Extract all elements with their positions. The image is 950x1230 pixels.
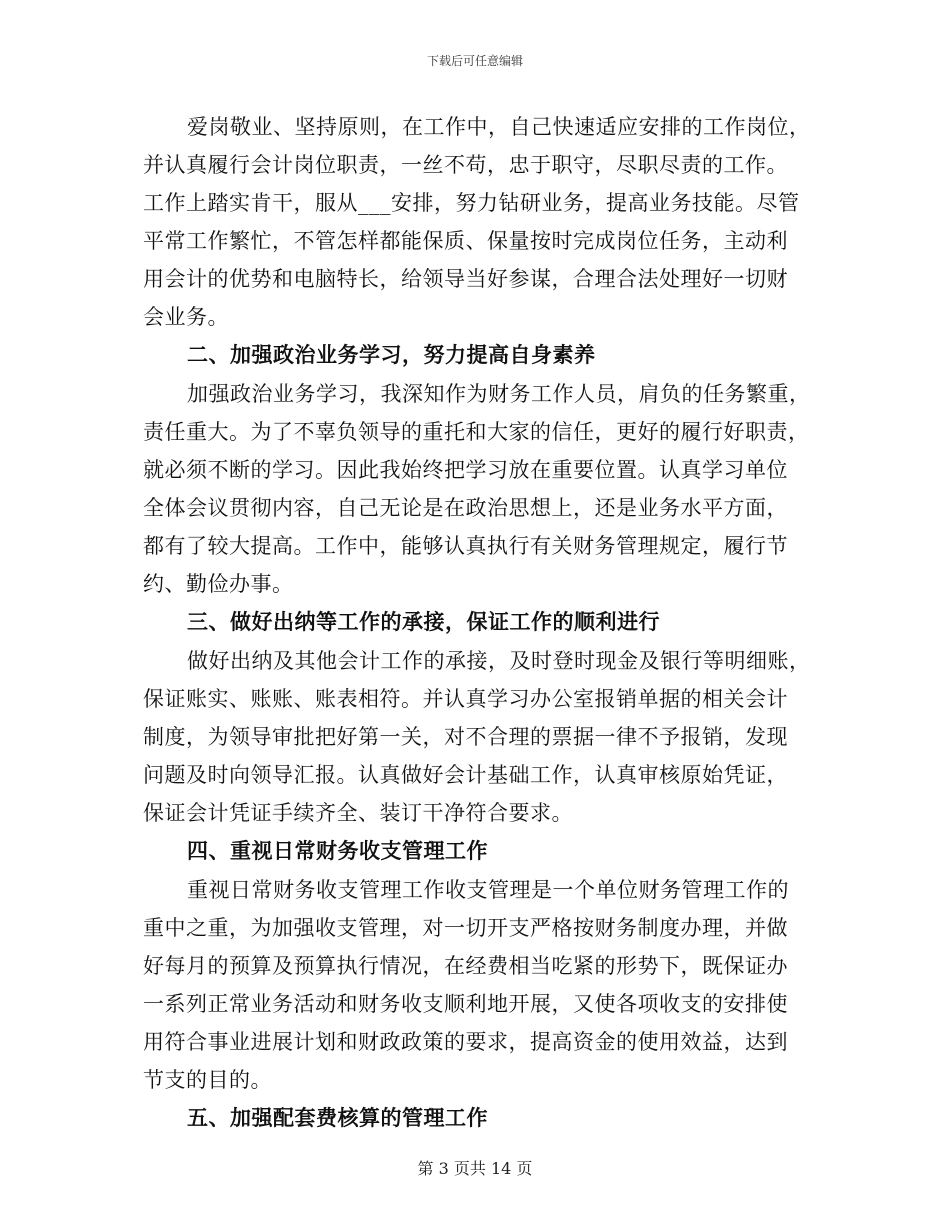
paragraph-line: 会业务。 (143, 305, 229, 329)
paragraph-line: 用符合事业进展计划和财政政策的要求，提高资金的使用效益，达到 (143, 1030, 788, 1054)
paragraph-line: 都有了较大提高。工作中，能够认真执行有关财务管理规定，履行节 (143, 534, 788, 558)
paragraph-line: 问题及时向领导汇报。认真做好会计基础工作，认真审核原始凭证， (143, 763, 788, 787)
paragraph-line: 做好出纳及其他会计工作的承接，及时登时现金及银行等明细账， (187, 649, 811, 673)
paragraph-line: 约、勤俭办事。 (143, 572, 294, 596)
paragraph-line: 全体会议贯彻内容，自己无论是在政治思想上，还是业务水平方面， (143, 496, 788, 520)
paragraph-line: 责任重大。为了不辜负领导的重托和大家的信任，更好的履行好职责， (143, 420, 810, 444)
paragraph-line: 保证账实、账账、账表相符。并认真学习办公室报销单据的相关会计 (143, 687, 788, 711)
section-heading-2: 二、加强政治业务学习，努力提高自身素养 (187, 342, 596, 367)
paragraph-line: 并认真履行会计岗位职责，一丝不苟，忠于职守，尽职尽责的工作。 (143, 153, 788, 177)
paragraph-line: 重中之重，为加强收支管理，对一切开支严格按财务制度办理，并做 (143, 916, 788, 940)
paragraph-line: 制度，为领导审批把好第一关，对不合理的票据一律不予报销，发现 (143, 725, 788, 749)
paragraph-1 (143, 108, 823, 336)
paragraph-line: 一系列正常业务活动和财务收支顺利地开展，又使各项收支的安排使 (143, 992, 788, 1016)
paragraph-line: 用会计的优势和电脑特长，给领导当好参谋，合理合法处理好一切财 (143, 267, 788, 291)
paragraph-line: 保证会计凭证手续齐全、装订干净符合要求。 (143, 801, 573, 825)
paragraph-line: 爱岗敬业、坚持原则，在工作中，自己快速适应安排的工作岗位， (187, 115, 811, 139)
paragraph-line: 节支的目的。 (143, 1068, 272, 1092)
section-heading-5: 五、加强配套费核算的管理工作 (187, 1105, 488, 1130)
paragraph-line: 加强政治业务学习，我深知作为财务工作人员，肩负的任务繁重， (187, 382, 811, 406)
section-heading-4: 四、重视日常财务收支管理工作 (187, 838, 488, 863)
paragraph-line: 平常工作繁忙，不管怎样都能保质、保量按时完成岗位任务，主动利 (143, 229, 788, 253)
section-heading-3: 三、做好出纳等工作的承接，保证工作的顺利进行 (187, 609, 660, 634)
page-number: 第 3 页共 14 页 (417, 1159, 533, 1178)
document-body (143, 108, 823, 1138)
page-header-note: 下载后可任意编辑 (426, 54, 523, 68)
paragraph-line: 就必须不断的学习。因此我始终把学习放在重要位置。认真学习单位 (143, 458, 788, 482)
paragraph-3 (143, 642, 823, 832)
paragraph-line: 好每月的预算及预算执行情况，在经费相当吃紧的形势下，既保证办 (143, 954, 788, 978)
paragraph-line: 工作上踏实肯干，服从___安排，努力钻研业务，提高业务技能。尽管 (143, 191, 800, 215)
paragraph-4 (143, 871, 823, 1099)
paragraph-2 (143, 375, 823, 603)
paragraph-line: 重视日常财务收支管理工作收支管理是一个单位财务管理工作的 (187, 878, 789, 902)
